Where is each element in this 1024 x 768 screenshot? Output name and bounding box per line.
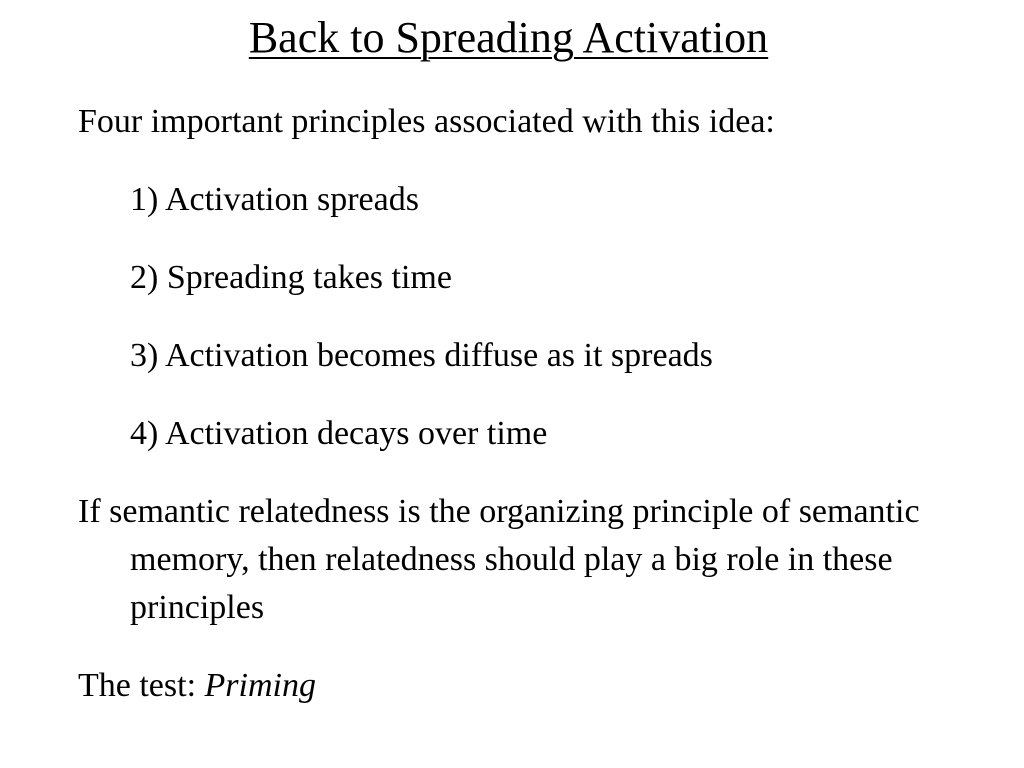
principle-1: 1) Activation spreads (130, 181, 419, 218)
principle-4: 4) Activation decays over time (130, 415, 548, 452)
slide-body (78, 98, 958, 710)
test-line (78, 662, 958, 710)
test-label: The test: (78, 667, 205, 704)
slide-title: Back to Spreading Activation (248, 13, 769, 62)
principle-3: 3) Activation becomes diffuse as it spreads (130, 337, 713, 374)
conclusion-text: If semantic relatedness is the organizing principle of semantic memory, then relatedness should play a big role in these principles (78, 493, 920, 626)
test-value: Priming (204, 667, 316, 704)
principle-2: 2) Spreading takes time (130, 259, 452, 296)
intro-text: Four important principles associated with this idea: (78, 103, 775, 140)
